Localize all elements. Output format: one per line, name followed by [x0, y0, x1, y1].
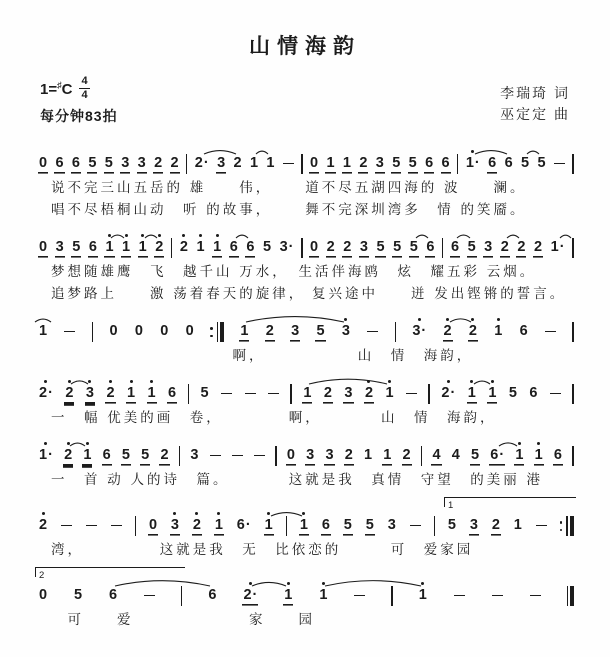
- octave-dot: [344, 318, 347, 321]
- notation-score: [38, 134, 574, 628]
- note: 1: [418, 580, 428, 604]
- note: 5: [343, 517, 352, 533]
- notes-row: [38, 440, 574, 466]
- lyrics-line: 湾， 这就是我 无 比依恋的 可 爱家园: [51, 542, 474, 557]
- octave-dot: [141, 234, 144, 237]
- note: 2·: [38, 378, 54, 402]
- lyrics-line: 唱不尽梧桐山动 听 的故事， 舞不完深圳湾多 情 的笑靥。: [51, 202, 527, 217]
- notes-row: [38, 232, 574, 258]
- lyricist-credit: 李瑞琦 词: [500, 84, 570, 101]
- volta-number: 1: [448, 500, 454, 511]
- note: 2: [468, 316, 478, 340]
- time-signature: [79, 76, 89, 101]
- octave-dot: [287, 582, 290, 585]
- notes-row: [38, 580, 574, 606]
- barline: [421, 446, 423, 466]
- barline: [275, 446, 277, 466]
- octave-dot: [367, 380, 370, 383]
- note: 1: [138, 232, 148, 256]
- octave-dot: [537, 442, 540, 445]
- octave-dot: [388, 380, 391, 383]
- dash-note: [409, 510, 422, 534]
- note: 2: [323, 385, 332, 401]
- octave-dot: [125, 234, 128, 237]
- note: 5: [88, 155, 97, 171]
- note: 1: [240, 323, 249, 339]
- note: 0: [109, 323, 118, 339]
- note: 2·: [194, 155, 209, 171]
- dash-note: [110, 510, 123, 534]
- note: 3: [217, 155, 226, 171]
- octave-dot: [471, 318, 474, 321]
- composer-credit: 巫定定 曲: [500, 106, 570, 123]
- barline: [428, 384, 430, 404]
- note: 2: [326, 239, 335, 255]
- octave-dot: [86, 442, 89, 445]
- note: 1·: [465, 148, 481, 172]
- dash-note: [529, 580, 542, 604]
- note: 6: [425, 155, 434, 171]
- octave-dot: [44, 380, 47, 383]
- octave-dot: [497, 318, 500, 321]
- barline: [135, 516, 137, 536]
- music-system: [38, 488, 574, 558]
- note: 2: [265, 323, 274, 339]
- music-system: [38, 134, 574, 218]
- note: 6: [55, 155, 64, 171]
- barline: [92, 322, 94, 342]
- note: 1: [363, 447, 373, 463]
- note: 2·: [242, 580, 258, 604]
- repeat-barline: [560, 516, 574, 536]
- octave-dot: [199, 234, 202, 237]
- note: 2: [192, 510, 202, 534]
- volta-number: 2: [39, 570, 45, 581]
- note: 5: [467, 239, 476, 255]
- note: 2: [105, 378, 115, 402]
- music-system: [38, 302, 574, 364]
- note: 2: [154, 155, 163, 171]
- note: 2·: [440, 378, 456, 402]
- note: 2: [343, 239, 352, 255]
- note: 3: [341, 316, 351, 340]
- note: 5: [141, 447, 150, 463]
- octave-dot: [182, 234, 185, 237]
- note: 1: [342, 155, 351, 171]
- note: 5: [409, 239, 418, 255]
- dash-note: [491, 580, 504, 604]
- note: 1: [318, 580, 328, 604]
- note: 1: [493, 316, 503, 340]
- octave-dot: [421, 582, 424, 585]
- note: 2: [517, 239, 526, 255]
- note: 1: [126, 378, 136, 402]
- note: 5: [393, 239, 402, 255]
- dash-note: [353, 580, 366, 604]
- note: 6: [168, 385, 177, 401]
- octave-dot: [418, 318, 421, 321]
- note: 6: [553, 447, 562, 463]
- key-text: 1=♯C: [40, 79, 73, 98]
- note: 6: [71, 155, 80, 171]
- note: 5: [521, 155, 530, 171]
- octave-dot: [150, 380, 153, 383]
- notes-row: [38, 378, 574, 404]
- note: 5: [392, 155, 401, 171]
- barline: [434, 516, 436, 536]
- dash-note: [535, 510, 548, 534]
- note: 0: [39, 587, 48, 603]
- dash-note: [85, 510, 98, 534]
- dash-note: [220, 378, 233, 402]
- note: 2: [500, 239, 509, 255]
- note: 1: [487, 378, 497, 402]
- note: 1: [534, 440, 544, 464]
- score-meta: [40, 76, 570, 126]
- dash-note: [453, 580, 466, 604]
- note: 5: [470, 447, 480, 463]
- dash-note: [549, 378, 562, 402]
- note: 2: [359, 155, 368, 171]
- credits-block: [500, 83, 570, 126]
- octave-dot: [446, 318, 449, 321]
- note: 0: [39, 155, 48, 171]
- octave-dot: [471, 150, 474, 153]
- barline: [572, 446, 574, 466]
- dash-note: [231, 440, 244, 464]
- note: 6: [450, 239, 460, 255]
- music-system: [38, 364, 574, 426]
- note: 4: [432, 447, 441, 463]
- note: 1: [514, 440, 524, 464]
- note: 2: [233, 155, 242, 171]
- octave-dot: [302, 512, 305, 515]
- dash-note: [282, 148, 295, 172]
- music-system: [38, 558, 574, 628]
- note: 1: [266, 155, 275, 171]
- note: 6·: [490, 447, 505, 463]
- key-signature: [40, 76, 118, 101]
- dash-note: [366, 316, 379, 340]
- dash-note: [209, 440, 222, 464]
- note: 3: [121, 155, 130, 171]
- note: 3: [55, 239, 64, 255]
- note: 3: [291, 323, 300, 339]
- note: 3: [387, 517, 396, 533]
- note: 6: [208, 587, 217, 603]
- note: 3: [344, 385, 353, 401]
- note: 0: [160, 323, 169, 339]
- key-tempo-block: [40, 76, 118, 126]
- barline: [572, 384, 574, 404]
- barline: [457, 154, 459, 174]
- note: 2: [64, 378, 74, 402]
- note: 3: [325, 447, 334, 463]
- note: 3: [190, 447, 199, 463]
- note: 2: [38, 510, 48, 534]
- note: 5: [262, 239, 272, 255]
- notes-row: [38, 510, 574, 536]
- octave-dot: [216, 234, 219, 237]
- note: 2: [154, 232, 164, 256]
- note: 1: [82, 440, 92, 464]
- octave-dot: [491, 380, 494, 383]
- lyrics-line: 一 幅 优美的画 卷， 啊， 山 情 海韵，: [51, 410, 497, 425]
- lyrics-line: 可 爱 家 园: [51, 612, 315, 627]
- barline: [186, 154, 188, 174]
- note: 1: [264, 510, 274, 534]
- dash-note: [544, 316, 557, 340]
- note: 2: [491, 517, 500, 533]
- note: 5: [316, 323, 325, 339]
- notes-row: [38, 316, 574, 342]
- note: 3: [375, 155, 384, 171]
- note: 2: [179, 232, 189, 256]
- note: 1·: [550, 239, 565, 255]
- note: 5: [508, 385, 517, 401]
- octave-dot: [217, 512, 220, 515]
- note: 6: [529, 385, 538, 401]
- dash-note: [253, 440, 266, 464]
- note: 3·: [279, 239, 294, 255]
- note: 0: [134, 323, 143, 339]
- dash-note: [553, 148, 566, 172]
- note: 0: [39, 239, 48, 255]
- note: 5: [104, 155, 113, 171]
- lyrics-line: 追梦路上 激 荡着春天的旋律， 复兴途中 迸 发出铿锵的誓言。: [51, 286, 567, 301]
- note: 6: [426, 239, 435, 255]
- final-barline: [567, 586, 574, 606]
- barline: [442, 238, 444, 258]
- note: 5: [74, 587, 83, 603]
- barline: [301, 238, 303, 258]
- barline: [301, 154, 303, 174]
- volta-bracket: [444, 497, 576, 511]
- music-system: [38, 426, 574, 488]
- note: 5: [200, 385, 209, 401]
- note: 1: [249, 155, 259, 171]
- note: 6: [321, 517, 330, 533]
- octave-dot: [173, 512, 176, 515]
- note: 6: [519, 323, 528, 339]
- repeat-barline: [210, 322, 224, 342]
- barline: [171, 238, 173, 258]
- note: 2: [344, 447, 353, 463]
- tempo-marking: 每分钟83拍: [40, 108, 118, 124]
- note: 4: [451, 447, 460, 463]
- octave-dot: [322, 582, 325, 585]
- barline: [395, 322, 397, 342]
- barline: [290, 384, 292, 404]
- dash-note: [63, 316, 76, 340]
- note: 3: [484, 239, 493, 255]
- dash-note: [143, 580, 156, 604]
- note: 1: [39, 323, 48, 339]
- lyrics-line: 梦想随雄鹰 飞 越千山 万水， 生活伴海鸥 炫 耀五彩 云烟。: [51, 264, 537, 279]
- note: 3: [306, 447, 315, 463]
- dash-note: [405, 378, 418, 402]
- note: 6: [441, 155, 450, 171]
- note: 6: [229, 239, 238, 255]
- note: 6: [504, 155, 513, 171]
- note: 1: [384, 378, 394, 402]
- note: 1: [214, 510, 224, 534]
- octave-dot: [158, 234, 161, 237]
- note: 1·: [38, 440, 54, 464]
- dash-note: [267, 378, 280, 402]
- octave-dot: [130, 380, 133, 383]
- note: 1: [147, 378, 157, 402]
- note: 1: [283, 580, 293, 604]
- note: 3: [359, 239, 368, 255]
- note: 5: [121, 447, 130, 463]
- note: 1: [303, 385, 312, 401]
- note: 5: [376, 239, 385, 255]
- note: 3: [469, 517, 478, 533]
- dash-note: [244, 378, 257, 402]
- note: 5: [408, 155, 417, 171]
- note: 1: [104, 232, 114, 256]
- meter-denominator: 4: [81, 89, 88, 101]
- note: 0: [310, 155, 319, 171]
- barline: [572, 154, 574, 174]
- barline: [188, 384, 190, 404]
- note: 0: [310, 239, 319, 255]
- note: 1: [326, 155, 335, 171]
- octave-dot: [195, 512, 198, 515]
- notes-row: [38, 148, 574, 174]
- note: 1: [383, 447, 392, 463]
- note: 2: [170, 155, 179, 171]
- barline: [572, 238, 574, 258]
- octave-dot: [249, 582, 252, 585]
- note: 6: [102, 447, 111, 463]
- octave-dot: [67, 442, 70, 445]
- note: 5: [537, 155, 546, 171]
- note: 3: [170, 510, 180, 534]
- note: 3: [85, 378, 95, 402]
- note: 1: [467, 378, 477, 402]
- note: 3: [137, 155, 146, 171]
- octave-dot: [42, 512, 45, 515]
- octave-dot: [44, 442, 47, 445]
- song-title: 山情海韵: [249, 35, 361, 58]
- lyrics-line: 啊， 山 情 海韵，: [51, 348, 474, 363]
- note: 2: [364, 378, 374, 402]
- octave-dot: [447, 380, 450, 383]
- barline: [572, 322, 574, 342]
- sharp-accidental: ♯: [57, 79, 62, 90]
- octave-dot: [68, 380, 71, 383]
- barline: [286, 516, 288, 536]
- note: 2: [402, 447, 411, 463]
- note: 0: [148, 517, 158, 533]
- note: 2: [443, 316, 453, 340]
- lyrics-line: 一 首 动 人的诗 篇。 这就是我 真情 守望 的美丽 港: [51, 472, 544, 487]
- octave-dot: [109, 380, 112, 383]
- note: 6: [246, 239, 255, 255]
- octave-dot: [108, 234, 111, 237]
- note: 5: [447, 517, 456, 533]
- note: 6: [88, 239, 97, 255]
- note: 2: [63, 440, 73, 464]
- note: 6·: [236, 517, 251, 533]
- note: 5: [72, 239, 81, 255]
- octave-dot: [470, 380, 473, 383]
- octave-dot: [88, 380, 91, 383]
- dash-note: [60, 510, 73, 534]
- note: 2: [160, 447, 169, 463]
- note: 1: [299, 510, 309, 534]
- note: 1: [212, 232, 222, 256]
- note: 0: [286, 447, 295, 463]
- octave-dot: [267, 512, 270, 515]
- note: 1: [513, 517, 522, 533]
- note: 5: [365, 517, 374, 533]
- volta-bracket: [35, 567, 185, 581]
- lyrics-line: 说不完三山五岳的 雄 伟， 道不尽五湖四海的 波 澜。: [51, 180, 527, 195]
- octave-dot: [518, 442, 521, 445]
- note: 0: [185, 323, 194, 339]
- note: 6: [488, 155, 497, 171]
- note: 3·: [411, 316, 427, 340]
- barline: [179, 446, 181, 466]
- music-system: [38, 218, 574, 302]
- note: 1: [196, 232, 206, 256]
- note: 2: [534, 239, 543, 255]
- barline: [391, 586, 393, 606]
- note: 6: [109, 587, 118, 603]
- note: 1: [121, 232, 131, 256]
- meter-numerator: 4: [81, 75, 88, 87]
- barline: [181, 586, 183, 606]
